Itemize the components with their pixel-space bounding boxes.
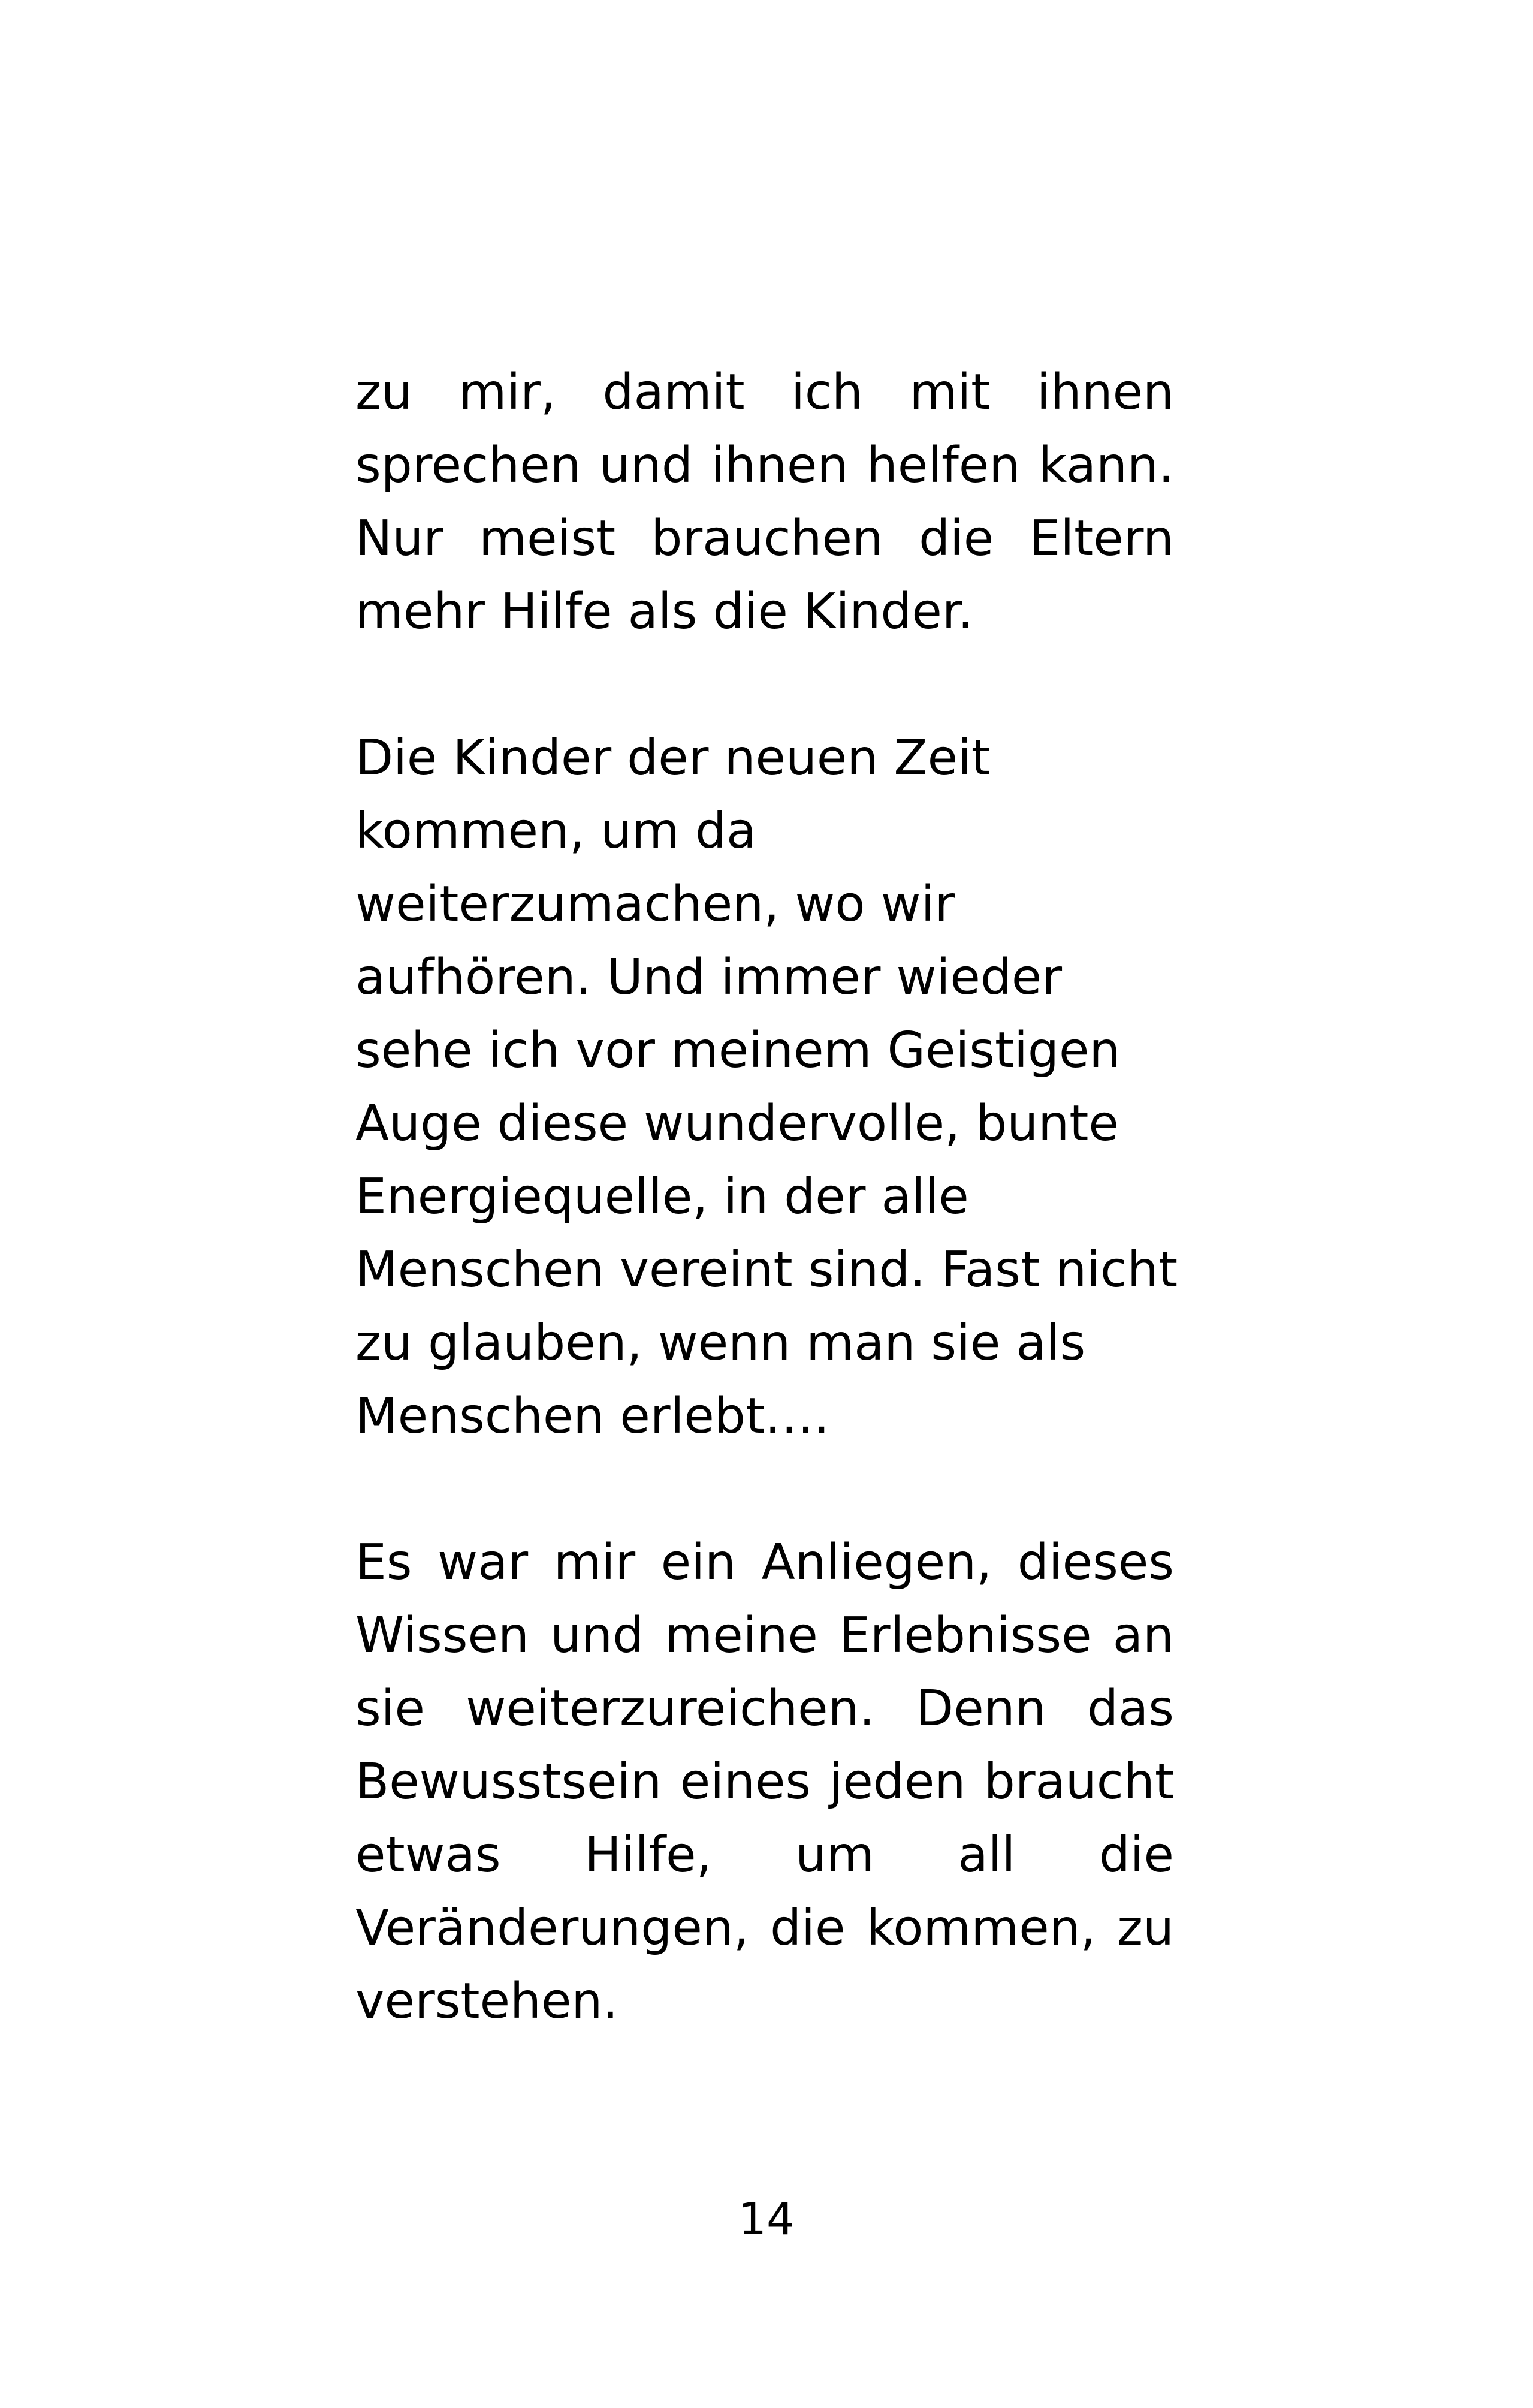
text-line: Auge diese wundervolle, bunte	[355, 1095, 1119, 1152]
text-line: sprechen und ihnen helfen kann.	[355, 437, 1174, 494]
text-line: Wissen und meine Erlebnisse an	[355, 1607, 1174, 1664]
text-line: mehr Hilfe als die Kinder.	[355, 583, 974, 640]
text-line: Bewusstsein eines jeden braucht	[355, 1753, 1174, 1810]
page-number: 14	[738, 2193, 795, 2245]
text-line: kommen, um da	[355, 803, 757, 860]
paragraph-2	[355, 722, 1178, 1453]
text-line: aufhören. Und immer wieder	[355, 949, 1063, 1006]
text-line: Es war mir ein Anliegen, dieses	[355, 1534, 1174, 1591]
text-line: zu glauben, wenn man sie als	[355, 1315, 1086, 1372]
text-line: Menschen vereint sind. Fast nicht	[355, 1241, 1178, 1298]
text-line: sie weiterzureichen. Denn das	[355, 1680, 1174, 1737]
text-line: zu mir, damit ich mit ihnen	[355, 364, 1174, 421]
text-line: Veränderungen, die kommen, zu	[355, 1900, 1174, 1957]
text-line: etwas Hilfe, um all die	[355, 1827, 1174, 1883]
text-line: Nur meist brauchen die Eltern	[355, 510, 1174, 567]
paragraph-1	[355, 356, 1174, 649]
text-line: weiterzumachen, wo wir	[355, 876, 955, 933]
text-line: Menschen erlebt….	[355, 1388, 830, 1445]
text-line: sehe ich vor meinem Geistigen	[355, 1022, 1121, 1079]
text-line: Die Kinder der neuen Zeit	[355, 730, 991, 786]
text-line: verstehen.	[355, 1973, 618, 2030]
text-line: Energiequelle, in der alle	[355, 1168, 969, 1225]
paragraph-3	[355, 1526, 1174, 2038]
